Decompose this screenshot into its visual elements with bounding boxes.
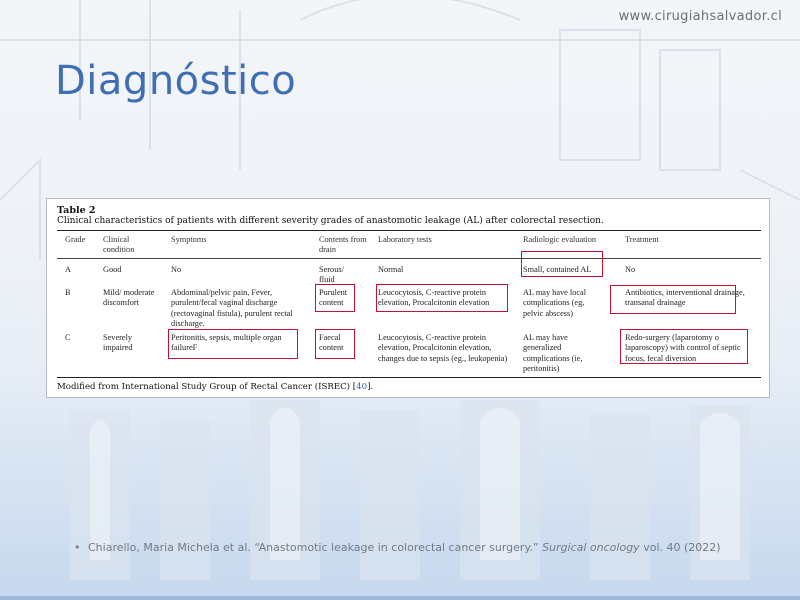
bottom-accent-bar (0, 596, 800, 600)
table-cell-grade: B (65, 288, 71, 297)
table-cell-grade: A (65, 265, 71, 274)
table-cell-clinical: Good (103, 265, 122, 274)
highlight-box-drain-c (315, 329, 355, 359)
table-cell-radiologic: Small, contained AL (523, 265, 592, 274)
table-cell-treatment: Redo-surgery (laparotomy o laparoscopy) with control of septic focus, fecal diversion (625, 333, 741, 363)
page-title: Diagnóstico (55, 58, 297, 104)
column-header-lab: Laboratory tests (378, 235, 432, 244)
table-cell-drain: Serous/ fluid (319, 265, 344, 285)
table-rule-header (57, 258, 761, 259)
table-cell-radiologic: AL may have local complications (eg, pelvic abscess) (523, 288, 587, 318)
highlight-box-radiologic-a (521, 251, 603, 277)
column-header-symptoms: Symptoms (171, 235, 207, 244)
table-cell-drain: Faecal content (319, 333, 344, 353)
table-cell-grade: C (65, 333, 71, 342)
table-cell-lab: Normal (378, 265, 404, 274)
footnote-citation-link[interactable]: 40 (356, 382, 368, 392)
highlight-box-lab-b (376, 284, 508, 312)
highlight-box-drain-b (315, 284, 355, 312)
table-cell-lab: Leucocytosis, C-reactive protein elevation, Procalcitonin elevation (378, 288, 490, 308)
reference-volume: vol. 40 (2022) (639, 541, 721, 554)
table-cell-treatment: No (625, 265, 636, 274)
table-cell-treatment: Antibiotics, interventional drainage, transanal drainage (625, 288, 745, 308)
bullet-marker: • (74, 541, 81, 554)
table-cell-symptoms: Peritonitis, sepsis, multiple organ failureF (171, 333, 282, 353)
footnote-end: ]. (367, 382, 374, 392)
column-header-drain: Contents from drain (319, 235, 367, 255)
column-header-grade: Grade (65, 235, 86, 244)
table-rule-top (57, 230, 761, 231)
highlight-box-treatment-b (610, 285, 736, 314)
table-cell-clinical: Severely impaired (103, 333, 133, 353)
table-label: Table 2 (57, 205, 96, 216)
table-cell-symptoms: No (171, 265, 182, 274)
column-header-radiologic: Radiologic evaluation (523, 235, 597, 244)
table-figure (46, 198, 770, 398)
column-header-clinical: Clinical condition (103, 235, 135, 255)
footnote-text: Modified from International Study Group of Rectal Cancer (ISREC) [ (57, 382, 357, 392)
column-header-treatment: Treatment (625, 235, 659, 244)
reference-citation (74, 541, 768, 554)
table-caption: Clinical characteristics of patients with different severity grades of anastomotic leakage (AL) after colorectal resection. (57, 216, 604, 226)
table-cell-radiologic: AL may have generalized complications (ie, peritonitis) (523, 333, 583, 374)
table-cell-clinical: Mild/ moderate discomfort (103, 288, 155, 308)
highlight-box-symptoms-c (168, 329, 298, 359)
table-cell-drain: Purulent content (319, 288, 348, 308)
reference-journal: Surgical oncology (542, 541, 640, 554)
table-cell-lab: Leucocytosis, C-reactive protein elevation, Procalcitonin elevation, changes due to sepsis (eg., leukopenia) (378, 333, 508, 363)
reference-authors: Chiarello, Maria Michela et al. “Anastomotic leakage in colorectal cancer surgery.” (88, 541, 543, 554)
website-url: www.cirugiahsalvador.cl (618, 9, 782, 24)
table-cell-symptoms: Abdominal/pelvic pain, Fever, purulent/fecal vaginal discharge (rectovaginal fistula), purulent rectal discharge. (171, 288, 293, 329)
highlight-box-treatment-c (620, 329, 748, 364)
table-rule-bottom (57, 377, 761, 378)
table-footnote (57, 382, 373, 392)
